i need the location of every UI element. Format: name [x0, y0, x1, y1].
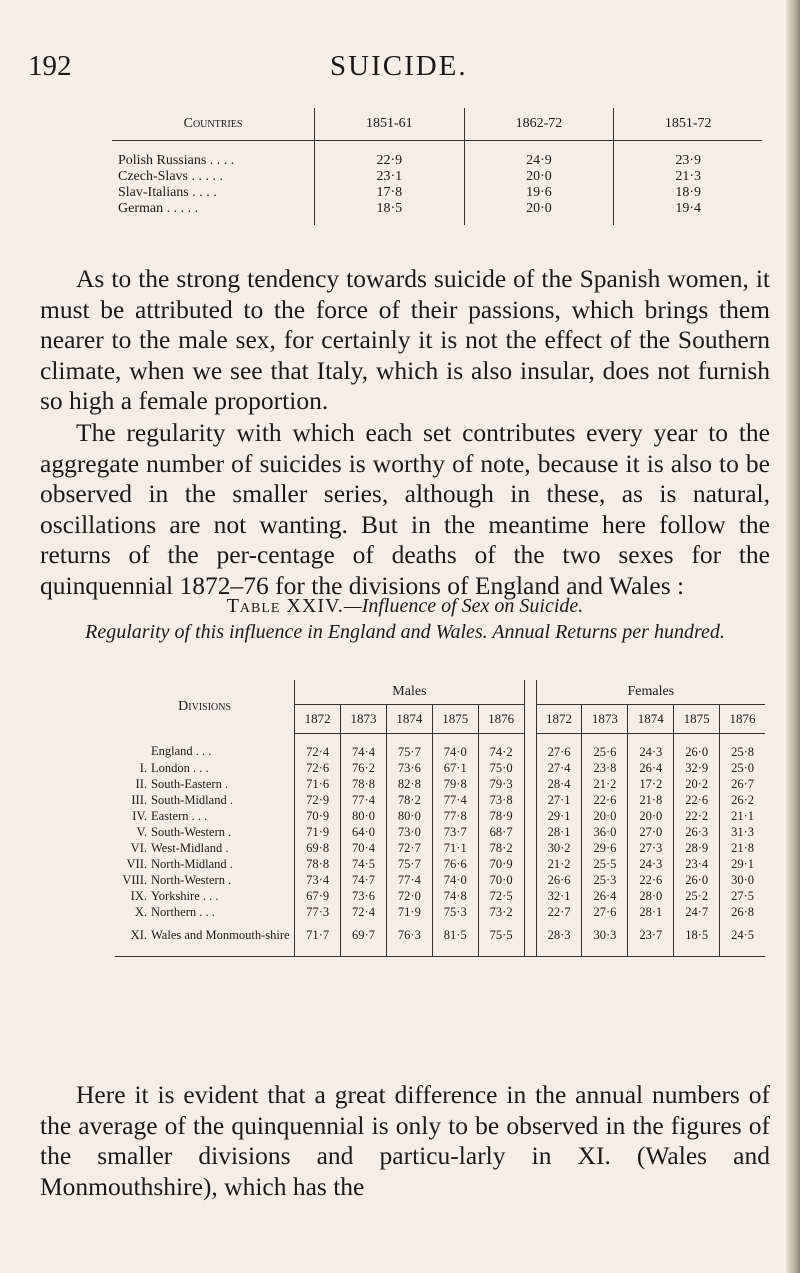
female-percent-cell: 32·1 — [536, 888, 582, 904]
female-percent-cell: 28·1 — [536, 824, 582, 840]
female-percent-cell: 29·6 — [582, 840, 628, 856]
female-percent-cell: 26·4 — [628, 760, 674, 776]
female-percent-cell: 32·9 — [674, 760, 720, 776]
male-percent-cell: 68·7 — [478, 824, 524, 840]
division-name — [115, 760, 295, 776]
female-percent-cell: 20·0 — [582, 808, 628, 824]
male-percent-cell: 77·4 — [432, 792, 478, 808]
female-percent-cell: 26·2 — [720, 792, 765, 808]
males-header: Males — [295, 680, 524, 705]
female-percent-cell: 28·1 — [628, 904, 674, 920]
male-percent-cell: 73·7 — [432, 824, 478, 840]
table-row — [115, 776, 765, 792]
female-percent-cell: 21·1 — [720, 808, 765, 824]
female-percent-cell: 22·7 — [536, 904, 582, 920]
male-percent-cell: 64·0 — [341, 824, 387, 840]
male-percent-cell: 71·7 — [295, 920, 341, 957]
male-percent-cell: 77·4 — [341, 792, 387, 808]
division-label: North-Western . — [151, 872, 232, 887]
male-percent-cell: 73·8 — [478, 792, 524, 808]
male-percent-cell: 73·0 — [386, 824, 432, 840]
female-percent-cell: 24·3 — [628, 734, 674, 761]
female-percent-cell: 25·8 — [720, 734, 765, 761]
division-name — [115, 824, 295, 840]
male-percent-cell: 70·4 — [341, 840, 387, 856]
female-percent-cell: 27·4 — [536, 760, 582, 776]
countries-header: Countries — [112, 108, 315, 141]
female-percent-cell: 21·8 — [628, 792, 674, 808]
countries-table — [112, 108, 762, 225]
male-percent-cell: 70·0 — [478, 872, 524, 888]
female-percent-cell: 24·3 — [628, 856, 674, 872]
male-percent-cell: 74·0 — [432, 872, 478, 888]
female-percent-cell: 24·5 — [720, 920, 765, 957]
male-percent-cell: 78·2 — [478, 840, 524, 856]
division-name — [115, 776, 295, 792]
male-percent-cell: 72·0 — [386, 888, 432, 904]
division-name — [115, 856, 295, 872]
female-percent-cell: 36·0 — [582, 824, 628, 840]
division-name — [115, 792, 295, 808]
female-percent-cell: 27·6 — [582, 904, 628, 920]
rate-cell: 20·0 — [464, 201, 614, 225]
male-percent-cell: 73·4 — [295, 872, 341, 888]
male-percent-cell: 72·9 — [295, 792, 341, 808]
female-percent-cell: 22·6 — [628, 872, 674, 888]
sex-influence-table — [115, 680, 765, 957]
male-percent-cell: 74·2 — [478, 734, 524, 761]
division-name — [115, 840, 295, 856]
male-percent-cell: 74·5 — [341, 856, 387, 872]
female-percent-cell: 26·4 — [582, 888, 628, 904]
female-percent-cell: 28·9 — [674, 840, 720, 856]
male-percent-cell: 74·0 — [432, 734, 478, 761]
rate-cell: 17·8 — [315, 185, 465, 201]
table-row — [112, 201, 762, 225]
male-percent-cell: 82·8 — [386, 776, 432, 792]
female-percent-cell: 21·2 — [582, 776, 628, 792]
male-percent-cell: 79·8 — [432, 776, 478, 792]
female-percent-cell: 20·0 — [628, 808, 674, 824]
female-percent-cell: 30·3 — [582, 920, 628, 957]
male-percent-cell: 78·2 — [386, 792, 432, 808]
male-percent-cell: 78·8 — [341, 776, 387, 792]
page-edge — [786, 0, 800, 1273]
male-percent-cell: 77·8 — [432, 808, 478, 824]
female-percent-cell: 25·3 — [582, 872, 628, 888]
female-percent-cell: 25·6 — [582, 734, 628, 761]
female-percent-cell: 26·0 — [674, 734, 720, 761]
male-percent-cell: 72·7 — [386, 840, 432, 856]
division-label: Wales and Monmouth-shire — [151, 928, 290, 942]
table-row — [115, 840, 765, 856]
male-percent-cell: 75·7 — [386, 734, 432, 761]
rate-cell: 18·5 — [315, 201, 465, 225]
male-percent-cell: 70·9 — [478, 856, 524, 872]
period-header: 1851-72 — [614, 108, 762, 141]
rate-cell: 21·3 — [614, 169, 762, 185]
division-label: England . . . — [151, 744, 212, 759]
division-numeral: VII. — [126, 856, 147, 871]
table-row — [115, 824, 765, 840]
table-row — [112, 185, 762, 201]
female-percent-cell: 25·0 — [720, 760, 765, 776]
female-percent-cell: 28·0 — [628, 888, 674, 904]
male-percent-cell: 72·4 — [295, 734, 341, 761]
country-name: Slav-Italians . . . . — [118, 185, 217, 200]
division-numeral: VI. — [130, 840, 147, 855]
male-percent-cell: 78·8 — [295, 856, 341, 872]
female-percent-cell: 28·3 — [536, 920, 582, 957]
division-numeral: II. — [135, 776, 147, 791]
female-percent-cell: 22·6 — [582, 792, 628, 808]
table-row — [115, 888, 765, 904]
male-percent-cell: 67·9 — [295, 888, 341, 904]
female-percent-cell: 29·1 — [720, 856, 765, 872]
male-percent-cell: 75·3 — [432, 904, 478, 920]
table-row — [115, 904, 765, 920]
male-percent-cell: 74·7 — [341, 872, 387, 888]
female-percent-cell: 28·4 — [536, 776, 582, 792]
table-row — [115, 760, 765, 776]
female-percent-cell: 23·7 — [628, 920, 674, 957]
division-label: South-Eastern . — [151, 776, 229, 791]
male-percent-cell: 77·3 — [295, 904, 341, 920]
division-label: London . . . — [151, 760, 209, 775]
division-numeral: X. — [134, 904, 147, 919]
paragraph-regularity: The regularity with which each set contributes every year to the aggregate number of suicides is worthy of note, because it is also to be observed in the smaller series, although in these, as is natural, oscillations are not wanting. But in the meantime here follow the returns of the per-centage of deaths of the two sexes for the quinquennial 1872–76 for the divisions of England and Wales : — [40, 418, 770, 600]
female-percent-cell: 17·2 — [628, 776, 674, 792]
males-year-header: 1876 — [478, 705, 524, 734]
table-label: Table XXIV. — [226, 595, 344, 617]
female-percent-cell: 27·5 — [720, 888, 765, 904]
table-row — [115, 920, 765, 957]
male-percent-cell: 75·7 — [386, 856, 432, 872]
male-percent-cell: 70·9 — [295, 808, 341, 824]
females-year-header: 1875 — [674, 705, 720, 734]
females-year-header: 1874 — [628, 705, 674, 734]
male-percent-cell: 75·5 — [478, 920, 524, 957]
male-percent-cell: 76·3 — [386, 920, 432, 957]
divisions-header: Divisions — [178, 698, 232, 714]
division-numeral: VIII. — [122, 872, 147, 887]
males-year-header: 1872 — [295, 705, 341, 734]
table-caption — [40, 594, 770, 618]
female-percent-cell: 22·6 — [674, 792, 720, 808]
table-row — [115, 872, 765, 888]
male-percent-cell: 73·6 — [341, 888, 387, 904]
country-name: German . . . . . — [118, 201, 199, 216]
female-percent-cell: 25·5 — [582, 856, 628, 872]
rate-cell: 24·9 — [464, 141, 614, 170]
male-percent-cell: 76·6 — [432, 856, 478, 872]
division-numeral: IV. — [132, 808, 147, 823]
male-percent-cell: 67·1 — [432, 760, 478, 776]
male-percent-cell: 71·6 — [295, 776, 341, 792]
page-header — [0, 50, 800, 90]
female-percent-cell: 30·0 — [720, 872, 765, 888]
rate-cell: 22·9 — [315, 141, 465, 170]
period-header: 1851-61 — [315, 108, 465, 141]
female-percent-cell: 18·5 — [674, 920, 720, 957]
males-year-header: 1875 — [432, 705, 478, 734]
female-percent-cell: 26·7 — [720, 776, 765, 792]
female-percent-cell: 26·8 — [720, 904, 765, 920]
female-percent-cell: 21·8 — [720, 840, 765, 856]
division-numeral: XI. — [130, 928, 147, 942]
division-label: Yorkshire . . . — [151, 888, 219, 903]
rate-cell: 23·1 — [315, 169, 465, 185]
females-year-header: 1872 — [536, 705, 582, 734]
division-label: West-Midland . — [151, 840, 229, 855]
male-percent-cell: 80·0 — [341, 808, 387, 824]
division-label: Northern . . . — [151, 904, 215, 919]
male-percent-cell: 75·0 — [478, 760, 524, 776]
males-year-header: 1874 — [386, 705, 432, 734]
male-percent-cell: 74·4 — [341, 734, 387, 761]
division-label: South-Midland . — [151, 792, 233, 807]
male-percent-cell: 80·0 — [386, 808, 432, 824]
division-label: South-Western . — [151, 824, 232, 839]
division-name — [115, 888, 295, 904]
female-percent-cell: 27·1 — [536, 792, 582, 808]
male-percent-cell: 72·6 — [295, 760, 341, 776]
division-name — [115, 920, 295, 957]
division-numeral: IX. — [130, 888, 147, 903]
male-percent-cell: 78·9 — [478, 808, 524, 824]
males-year-header: 1873 — [341, 705, 387, 734]
male-percent-cell: 71·9 — [386, 904, 432, 920]
male-percent-cell: 77·4 — [386, 872, 432, 888]
male-percent-cell: 71·1 — [432, 840, 478, 856]
male-percent-cell: 81·5 — [432, 920, 478, 957]
female-percent-cell: 26·6 — [536, 872, 582, 888]
rate-cell: 18·9 — [614, 185, 762, 201]
table-title: —Influence of Sex on Suicide. — [343, 595, 584, 617]
male-percent-cell: 72·5 — [478, 888, 524, 904]
female-percent-cell: 25·2 — [674, 888, 720, 904]
table-row — [115, 734, 765, 761]
male-percent-cell: 69·7 — [341, 920, 387, 957]
female-percent-cell: 20·2 — [674, 776, 720, 792]
females-year-header: 1873 — [582, 705, 628, 734]
female-percent-cell: 22·2 — [674, 808, 720, 824]
period-header: 1862-72 — [464, 108, 614, 141]
division-label: Eastern . . . — [151, 808, 208, 823]
female-percent-cell: 23·4 — [674, 856, 720, 872]
male-percent-cell: 76·2 — [341, 760, 387, 776]
division-name — [115, 808, 295, 824]
female-percent-cell: 30·2 — [536, 840, 582, 856]
division-numeral: III. — [131, 792, 147, 807]
female-percent-cell: 24·7 — [674, 904, 720, 920]
country-name: Polish Russians . . . . — [118, 153, 235, 168]
table-row — [112, 169, 762, 185]
male-percent-cell: 69·8 — [295, 840, 341, 856]
female-percent-cell: 27·0 — [628, 824, 674, 840]
female-percent-cell: 27·3 — [628, 840, 674, 856]
male-percent-cell: 71·9 — [295, 824, 341, 840]
females-year-header: 1876 — [720, 705, 765, 734]
rate-cell: 19·4 — [614, 201, 762, 225]
division-numeral: I. — [139, 760, 147, 775]
rate-cell: 23·9 — [614, 141, 762, 170]
table-row — [115, 808, 765, 824]
female-percent-cell: 21·2 — [536, 856, 582, 872]
rate-cell: 20·0 — [464, 169, 614, 185]
female-percent-cell: 29·1 — [536, 808, 582, 824]
running-title: SUICIDE. — [330, 50, 468, 82]
female-percent-cell: 26·0 — [674, 872, 720, 888]
male-percent-cell: 73·6 — [386, 760, 432, 776]
division-numeral: V. — [136, 824, 147, 839]
page-number: 192 — [28, 50, 72, 82]
table-row — [115, 856, 765, 872]
division-name — [115, 872, 295, 888]
females-header: Females — [536, 680, 765, 705]
rate-cell: 19·6 — [464, 185, 614, 201]
division-name — [115, 904, 295, 920]
paragraph-spanish-women: As to the strong tendency towards suicide of the Spanish women, it must be attributed to the force of their passions, which brings them nearer to the male sex, for certainly it is not the effect of the Southern climate, when we see that Italy, which is also insular, does not furnish so high a female proportion. — [40, 264, 770, 416]
male-percent-cell: 73·2 — [478, 904, 524, 920]
female-percent-cell: 26·3 — [674, 824, 720, 840]
female-percent-cell: 27·6 — [536, 734, 582, 761]
country-name: Czech-Slavs . . . . . — [118, 169, 223, 184]
division-name — [115, 734, 295, 761]
table-row — [112, 141, 762, 170]
male-percent-cell: 72·4 — [341, 904, 387, 920]
table-subtitle: Regularity of this influence in England and Wales. Annual Returns per hundred. — [85, 621, 725, 643]
female-percent-cell: 31·3 — [720, 824, 765, 840]
division-label: North-Midland . — [151, 856, 233, 871]
male-percent-cell: 74·8 — [432, 888, 478, 904]
male-percent-cell: 79·3 — [478, 776, 524, 792]
female-percent-cell: 23·8 — [582, 760, 628, 776]
paragraph-evident-difference: Here it is evident that a great difference in the annual numbers of the average of the quinquennial is only to be observed in the figures of the smaller divisions and particu-larly in XI. (Wales and Monmouthshire), which has the — [40, 1080, 770, 1201]
table-row — [115, 792, 765, 808]
